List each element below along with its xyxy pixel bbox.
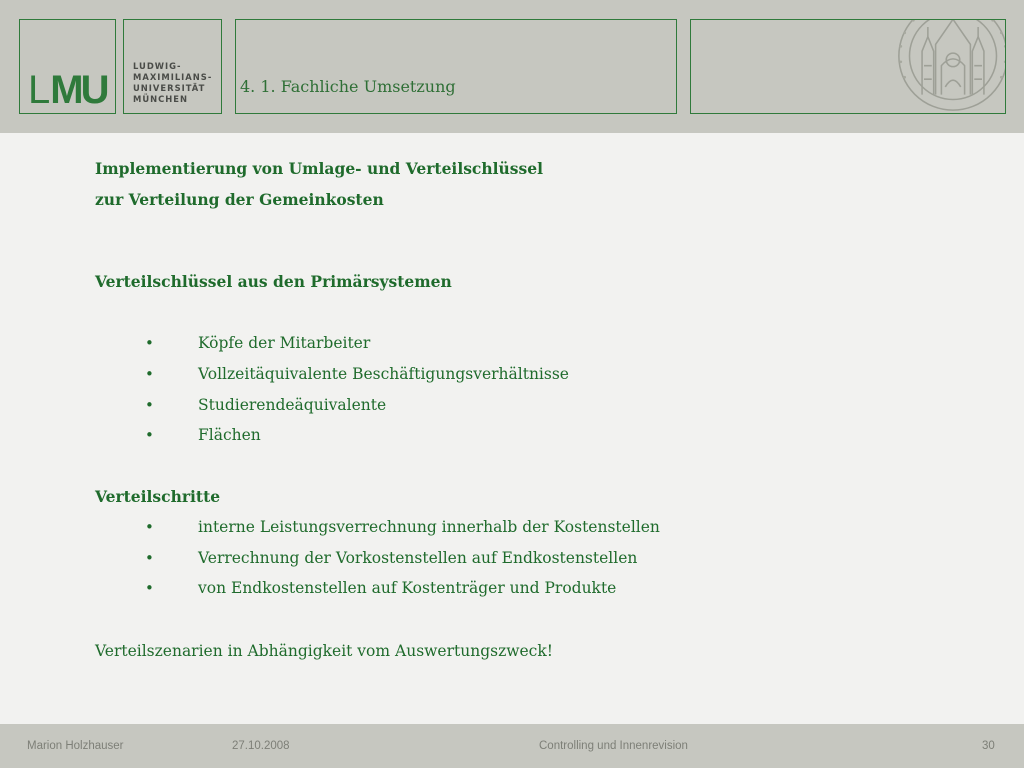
university-name-line: MAXIMILIANS- <box>133 72 213 82</box>
bullet-icon: • <box>145 549 154 567</box>
list-item: Verrechnung der Vorkostenstellen auf Endkostenstellen <box>198 549 638 567</box>
list-item: von Endkostenstellen auf Kostenträger und Produkte <box>198 579 617 597</box>
list-item: Köpfe der Mitarbeiter <box>198 334 371 352</box>
footer-band <box>0 724 1024 768</box>
university-name-line: MÜNCHEN <box>133 94 189 104</box>
slide-title: 4. 1. Fachliche Umsetzung <box>240 77 456 96</box>
lmu-logo-bold: MU <box>50 68 107 112</box>
header-band <box>0 0 1024 133</box>
footer-course: Controlling und Innenrevision <box>539 740 688 752</box>
university-name-box <box>123 19 222 114</box>
bullet-icon: • <box>145 579 154 597</box>
seal-box <box>690 19 1006 114</box>
footer-author: Marion Holzhauser <box>27 740 124 752</box>
university-seal-icon <box>895 19 1006 114</box>
bullet-icon: • <box>145 396 154 414</box>
lmu-logo <box>28 70 106 110</box>
bullet-icon: • <box>145 426 154 444</box>
university-name-line: UNIVERSITÄT <box>133 83 206 93</box>
page-number: 30 <box>982 740 995 752</box>
slide-title-box <box>235 19 677 114</box>
list-item: interne Leistungsverrechnung innerhalb der Kostenstellen <box>198 518 660 536</box>
lmu-logo-prefix: L <box>28 68 51 112</box>
bullet-icon: • <box>145 518 154 536</box>
section-title-distribution-steps: Verteilschritte <box>95 487 221 506</box>
list-item: Studierendeäquivalente <box>198 396 387 414</box>
university-name <box>133 61 212 105</box>
list-item: Vollzeitäquivalente Beschäftigungsverhältnisse <box>198 365 569 383</box>
bullet-icon: • <box>145 365 154 383</box>
list-item: Flächen <box>198 426 261 444</box>
university-name-line: LUDWIG- <box>133 61 182 71</box>
main-heading-line-2: zur Verteilung der Gemeinkosten <box>95 190 384 209</box>
lmu-logo-box <box>19 19 116 114</box>
bullet-icon: • <box>145 334 154 352</box>
section-title-primary-systems: Verteilschlüssel aus den Primärsystemen <box>95 272 452 291</box>
footer-date: 27.10.2008 <box>232 740 290 752</box>
main-heading-line-1: Implementierung von Umlage- und Verteilschlüssel <box>95 159 544 178</box>
slide-content <box>0 133 1024 723</box>
closing-statement: Verteilszenarien in Abhängigkeit vom Auswertungszweck! <box>95 642 553 660</box>
